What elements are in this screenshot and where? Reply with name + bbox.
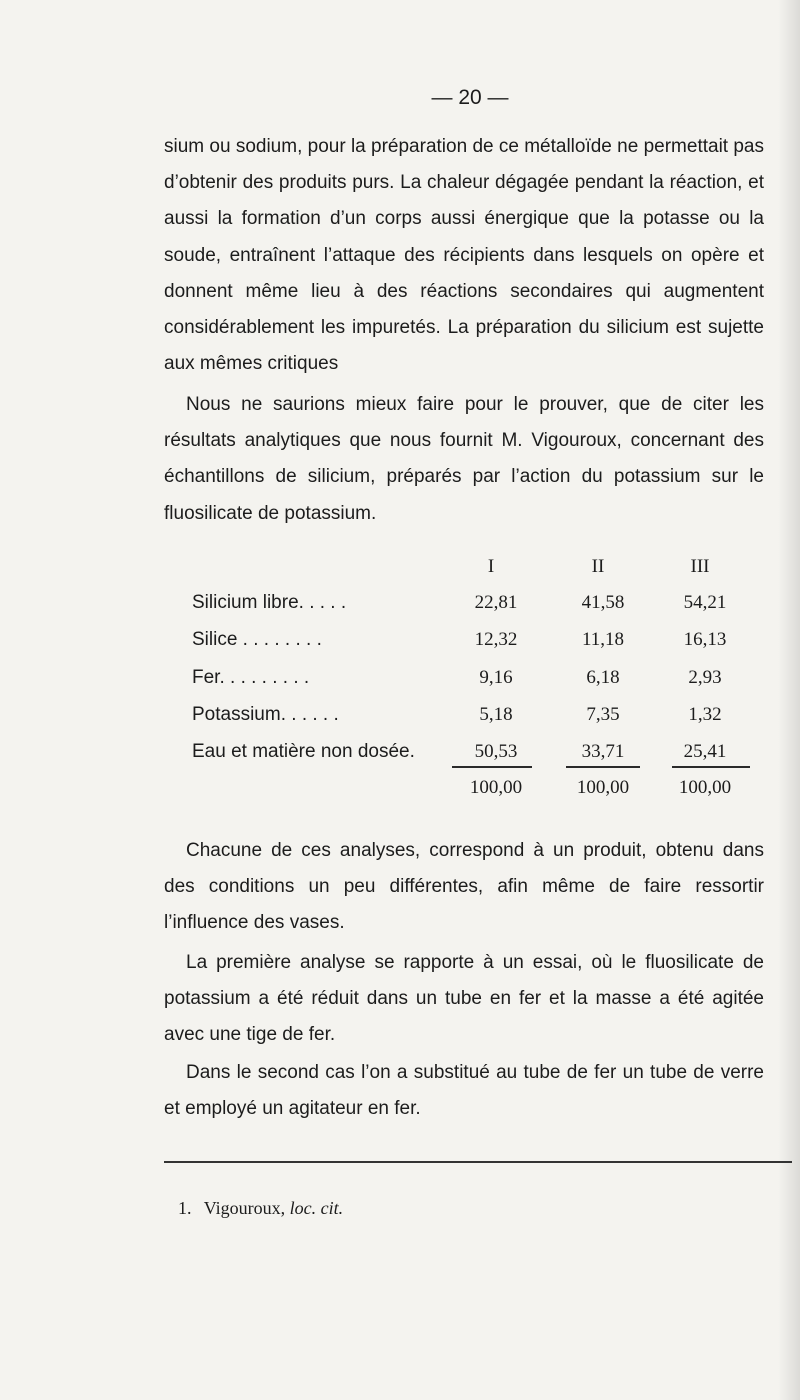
paragraph-3: Chacune de ces analyses, correspond à un produit, obtenu dans des conditions un peu différentes, afin même de faire ressortir l’influence des vases.	[164, 840, 764, 934]
table-cell: 25,41	[683, 741, 727, 762]
table-cell: 2,93	[688, 667, 722, 688]
table-header-col-2: II	[591, 556, 605, 577]
table-total: 100,00	[678, 777, 732, 798]
page-number: — 20 —	[431, 86, 509, 109]
paragraph-5: Dans le second cas l’on a substitué au tube de fer un tube de verre et employé un agitateur en fer.	[164, 1062, 764, 1120]
table-header-col-3: III	[690, 556, 710, 577]
table-row-label: Silicium libre. . . . .	[192, 592, 347, 613]
table-cell: 33,71	[581, 741, 625, 762]
table-header-col-1: I	[487, 556, 495, 577]
table-cell: 41,58	[581, 592, 625, 613]
paragraph-1: sium ou sodium, pour la préparation de ce métalloïde ne permettait pas d’obtenir des produits purs. La chaleur dégagée pendant la réaction, et aussi la formation d’un corps aussi énergique que la potasse ou la soude, entraînent l’attaque des récipients dans lesquels on opère et donnent même lieu à des réactions secondaires qui augmentent considérablement les impuretés. La préparation du silicium est sujette aux mêmes critiques	[164, 136, 764, 375]
paragraph-2: Nous ne saurions mieux faire pour le prouver, que de citer les résultats analytiques que nous fournit M. Vigouroux, concernant des échantillons de silicium, préparés par l’action du potassium sur le fluosilicate de potassium.	[164, 394, 764, 524]
table-total: 100,00	[469, 777, 523, 798]
table-total: 100,00	[576, 777, 630, 798]
footnote-rule	[164, 1161, 792, 1163]
sum-rule-col-1	[452, 766, 532, 768]
footnote	[178, 1198, 343, 1219]
table-cell: 5,18	[479, 704, 513, 725]
table-cell: 16,13	[683, 629, 727, 650]
sum-rule-col-2	[566, 766, 640, 768]
table-row-label: Eau et matière non dosée.	[192, 741, 415, 762]
table-cell: 1,32	[688, 704, 722, 725]
sum-rule-col-3	[672, 766, 750, 768]
table-cell: 22,81	[474, 592, 518, 613]
table-cell: 7,35	[586, 704, 620, 725]
footnote-author: Vigouroux,	[203, 1198, 286, 1218]
table-row-label: Silice . . . . . . . .	[192, 629, 322, 650]
table-row-label: Potassium. . . . . .	[192, 704, 339, 725]
table-cell: 50,53	[474, 741, 518, 762]
table-row-label: Fer. . . . . . . . .	[192, 667, 310, 688]
table-cell: 12,32	[474, 629, 518, 650]
table-cell: 11,18	[581, 629, 625, 650]
table-cell: 6,18	[586, 667, 620, 688]
paragraph-4: La première analyse se rapporte à un essai, où le fluosilicate de potassium a été réduit dans un tube en fer et la masse a été agitée avec une tige de fer.	[164, 952, 764, 1046]
footnote-number: 1.	[178, 1198, 192, 1218]
table-cell: 9,16	[479, 667, 513, 688]
footnote-reference: loc. cit.	[289, 1198, 344, 1218]
table-cell: 54,21	[683, 592, 727, 613]
